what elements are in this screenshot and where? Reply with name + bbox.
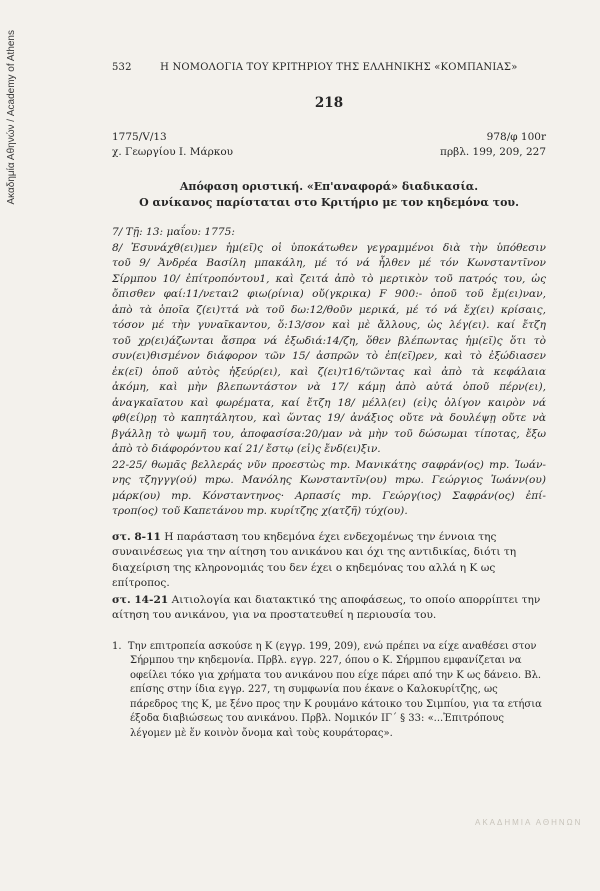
meta-left [112, 130, 233, 160]
transcription-line: συν(ει)θισμένον διάφορον τῶν 15/ ἀσπρῶν τὸ ἐπ(εῖ)ρεν, καὶ τὸ ἐξώδιασεν [112, 350, 546, 362]
running-title: Η ΝΟΜΟΛΟΓΙΑ ΤΟΥ ΚΡΙΤΗΡΙΟΥ ΤΗΣ ΕΛΛΗΝΙΚΗΣ «ΚΟΜΠΑΝΙΑΣ» [160, 62, 518, 73]
transcription-line: 22-25/ θωμᾶς βελλεράς νῦν προεστὼς mp. Μανικάτης σαφράν(ος) mp. Ἰωάν- [112, 458, 546, 471]
library-stamp: Ακαδημία Αθηνών / Academy of Athens [6, 30, 17, 205]
commentary-label: στ. 8-11 [112, 530, 161, 543]
document-date: 1775/V/13 [112, 131, 167, 143]
transcription-line: τροπ(ος) τοῦ Καπετάνου mp. κυρίτζης χ(ατζῆ) τύχ(ου). [112, 505, 408, 517]
page-number: 532 [112, 62, 132, 73]
meta-right [440, 130, 546, 160]
commentary [112, 530, 546, 624]
running-head [112, 62, 546, 73]
transcription-paragraph-1 [112, 241, 546, 458]
commentary-text: Η παράσταση του κηδεμόνα έχει ενδεχομένως την έννοια της συναινέσεως για την αίτηση του ανικάνου και όχι της αντιδικίας, διότι τη διαχείριση της κληρονομιάς του δεν έχει ο κηδεμόνας του αλλά η Κ ως επίτροπος. [112, 530, 517, 589]
transcription-line: ἐκ(εῖ) ὁποῦ αὐτὸς ἠξεύρ(ει), καὶ ζ(ει)τ16/τῶντας καὶ ἀπὸ τὰ κεφάλαια [112, 365, 546, 378]
document-meta [112, 130, 546, 160]
transcription [112, 225, 546, 520]
footnote [112, 640, 546, 742]
commentary-item [112, 593, 546, 624]
book-page [112, 62, 546, 741]
transcription-line: ἀπὸ τὰ ὁποῖα ζ(ει)ττά νὰ τοῦ δω:12/θοῦν μερικά, μέ τό νά ἔχ(ει) κρίσαις, [112, 303, 546, 316]
transcription-line: 8/ Ἐσυνάχθ(ει)μεν ἡμ(εῖ)ς οἱ ὑποκάτωθεν γεγραμμένοι διὰ τὴν ὑπόθεσιν [112, 241, 546, 254]
transcription-line: ἀπὸ τὸ διάφορόντου καί 21/ ἔστῳ (εἰ)ς ἔνδ(ει)ξιν. [112, 443, 381, 455]
document-scribe: χ. Γεωργίου Ι. Μάρκου [112, 146, 234, 158]
transcription-signatures [112, 458, 546, 520]
footnote-text: Την επιτροπεία ασκούσε η Κ (εγγρ. 199, 209), ενώ πρέπει να είχε αναθέσει στον Σήρμπου την κηδεμονία. Πρβλ. εγγρ. 227, όπου ο Κ. Σήρμπου εμφανίζεται να οφείλει τόκο για χρήματα του ανικάνου που είχε πάρει από την Κ ως δάνειο. Βλ. επίσης στην ίδια εγγρ. 227, τη συμφωνία που έκανε ο Καλοκυρίτζης, ως πάρεδρος της Κ, με ξένο προς την Κ ρουμάνο κάτοικο του Σιμπίου, για τα ετήσια έξοδα διαβιώσεως του ανικάνου. Πρβλ. Νομικόν ΙΓ΄ § 33: «...Ἐπιτρόπους λέγομεν μὲ ἕν κοινὸν ὄνομα καὶ τοὺς κουράτορας». [127, 640, 542, 739]
document-heading [112, 179, 546, 211]
transcription-line: ἀκόμη, καὶ μὴν βλεπωντάστον νὰ 17/ κάμῃ ἀπὸ αὐτά ὁποῦ πέρν(ει), [112, 381, 546, 393]
document-number: 218 [314, 95, 344, 111]
folio-reference: 978/φ 100r [486, 131, 546, 143]
transcription-line: τοῦ 9/ Ἀνδρέα Βασίλη μπακάλη, μέ τό νά ἦλθεν μέ τόν Κωνσταντῖνον [112, 257, 546, 269]
cross-references: πρβλ. 199, 209, 227 [440, 146, 546, 158]
transcription-line: μάρκ(ου) mp. Κόνσταντηνος· Αρπασίς mp. Γεώργ(ιος) Σαφράν(ος) ἐπί- [112, 489, 546, 502]
transcription-line: νης τζηγγγ(ού) mpω. Μανόλης Κωνσταντῖν(ου) mpω. Γεώργιος Ἰωάνν(ου) [112, 474, 546, 486]
transcription-line: τόσον μέ τὴν γυναῖκαντου, ὅ:13/σον καὶ μὲ ἄλλους, ὡς λέγ(ει). καί ἔτζη [112, 319, 546, 331]
watermark: ΑΚΑΔΗΜΙΑ ΑΘΗΝΩΝ [475, 818, 583, 827]
transcription-line: ὄπισθεν φαί:11/νεται2 φιω(ρίνια) οὔ(γκρικα) F 900:- ὁποῦ τοῦ ἔμ(ει)ναν, [112, 288, 546, 300]
transcription-line: ἀναγκαῖατου καὶ φωρέματα, καί ἔτζη 18/ μέλλ(ει) (εἰ)ς ὀλίγον καιρὸν νά [112, 396, 546, 409]
commentary-text: Αιτιολογία και διατακτικό της αποφάσεως, το οποίο απορρίπτει την αίτηση του ανικάνου, για να προστατευθεί η περιουσία του. [112, 593, 541, 621]
commentary-label: στ. 14-21 [112, 593, 169, 606]
transcription-date-line: 7/ Τῇ: 13: μαΐου: 1775: [112, 226, 235, 238]
transcription-line: τοῦ χρ(ει)άζωνται ἄσπρα νά ἐξωδιά:14/ζη, ὅθεν βλέπωντας ἡμ(εῖ)ς ὅτι τὸ [112, 334, 546, 347]
transcription-line: βγάλλῃ τὸ ψωμῆ του, ἀποφασίσα:20/μαν νὰ μὴν τοῦ δώσωμαι τίποτας, ἔξω [112, 427, 546, 440]
footnote-marker: 1. [112, 640, 122, 652]
transcription-line: Σίρμπου 10/ ἐπίτροπόντου1, καὶ ζειτά ἀπὸ τὸ μερτικὸν τοῦ πατρός του, ὡς [112, 272, 546, 285]
heading-line-1: Απόφαση οριστική. «Επ'αναφορά» διαδικασία. [179, 180, 479, 193]
heading-line-2: Ο ανίκανος παρίσταται στο Κριτήριο με τον κηδεμόνα του. [139, 196, 519, 209]
transcription-line: φθ(εί)ρῃ τὸ καπητάλητου, καὶ ὥντας 19/ ἀνάξιος οὔτε νὰ δουλέψῃ οὔτε νὰ [112, 412, 546, 424]
commentary-item [112, 530, 546, 592]
